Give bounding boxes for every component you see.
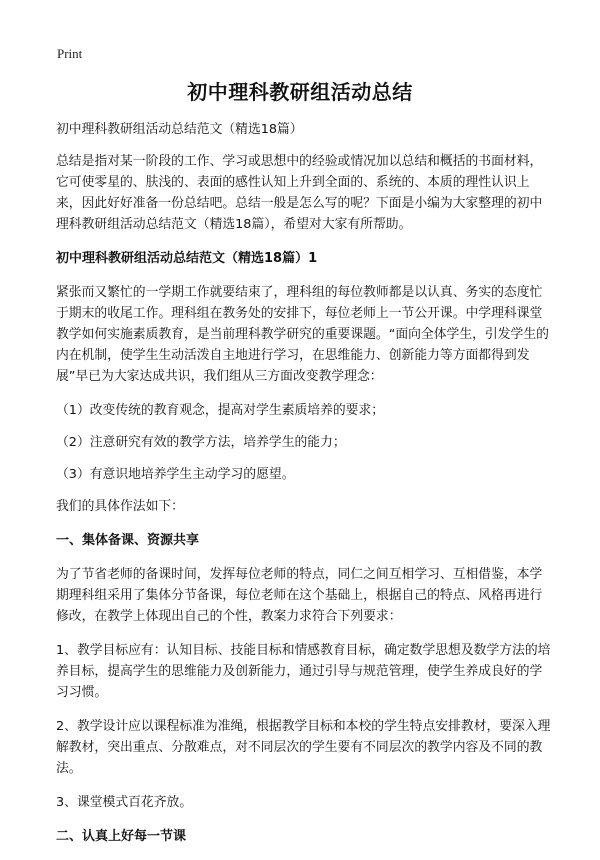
section-heading: 初中理科教研组活动总结范文（精选18篇）1	[56, 251, 318, 266]
requirement-item: 1、教学目标应有：认知目标、技能目标和情感教育目标，确定数学思想及数学方法的培养目标，提高学生的思维能力及创新能力，通过引导与规范管理，使学生养成良好的学习习惯。	[56, 643, 551, 700]
practice-intro: 我们的具体作法如下：	[56, 499, 184, 514]
article-body	[56, 119, 552, 860]
intro-paragraph: 总结是指对某一阶段的工作、学习或思想中的经验或情况加以总结和概括的书面材料，它可使零星的、肤浅的、表面的感性认知上升到全面的、系统的、本质的理性认识上来，因此好好准备一份总结吧。总结一般是怎么写的呢？下面是小编为大家整理的初中理科教研组活动总结范文（精选18篇），希望对大家有所帮助。	[56, 154, 543, 232]
list-item: （1）改变传统的教育观念，提高对学生素质培养的要求；	[56, 403, 385, 418]
body-paragraph: 为了节省老师的备课时间，发挥每位老师的特点，同仁之间互相学习、互相借鉴，本学期理科组采用了集体分节备课，每位老师在这个基础上，根据自己的特点、风格再进行修改，在教学上体现出自己的个性，教案力求符合下列要求：	[56, 567, 543, 624]
list-item: （3）有意识地培养学生主动学习的愿望。	[56, 467, 295, 482]
page-title: 初中理科教研组活动总结	[187, 80, 413, 104]
requirement-item: 2、教学设计应以课程标准为准绳，根据教学目标和本校的学生特点安排教材，要深入理解教材，突出重点、分散难点，对不同层次的学生要有不同层次的教学内容及不同的教法。	[56, 719, 551, 776]
subsection-heading: 二、认真上好每一节课	[56, 829, 187, 844]
article-subtitle: 初中理科教研组活动总结范文（精选18篇）	[56, 122, 303, 137]
list-item: （2）注意研究有效的教学方法，培养学生的能力；	[56, 435, 346, 450]
requirement-item: 3、课堂模式百花齐放。	[56, 795, 193, 810]
body-paragraph: 紧张而又繁忙的一学期工作就要结束了，理科组的每位教师都是以认真、务实的态度忙于期末的收尾工作。理科组在教务处的安排下，每位老师上一节公开课。中学理科课堂教学如何实施素质教育，是当前理科教学研究的重要课题。“面向全体学生，引发学生的内在机制，使学生生动活泼自主地进行学习，在思维能力、创新能力等方面都得到发展”早已为大家达成共识，我们组从三方面改变教学理念：	[56, 285, 549, 384]
print-link[interactable]: Print	[57, 46, 83, 61]
subsection-heading: 一、集体备课、资源共享	[56, 533, 200, 548]
